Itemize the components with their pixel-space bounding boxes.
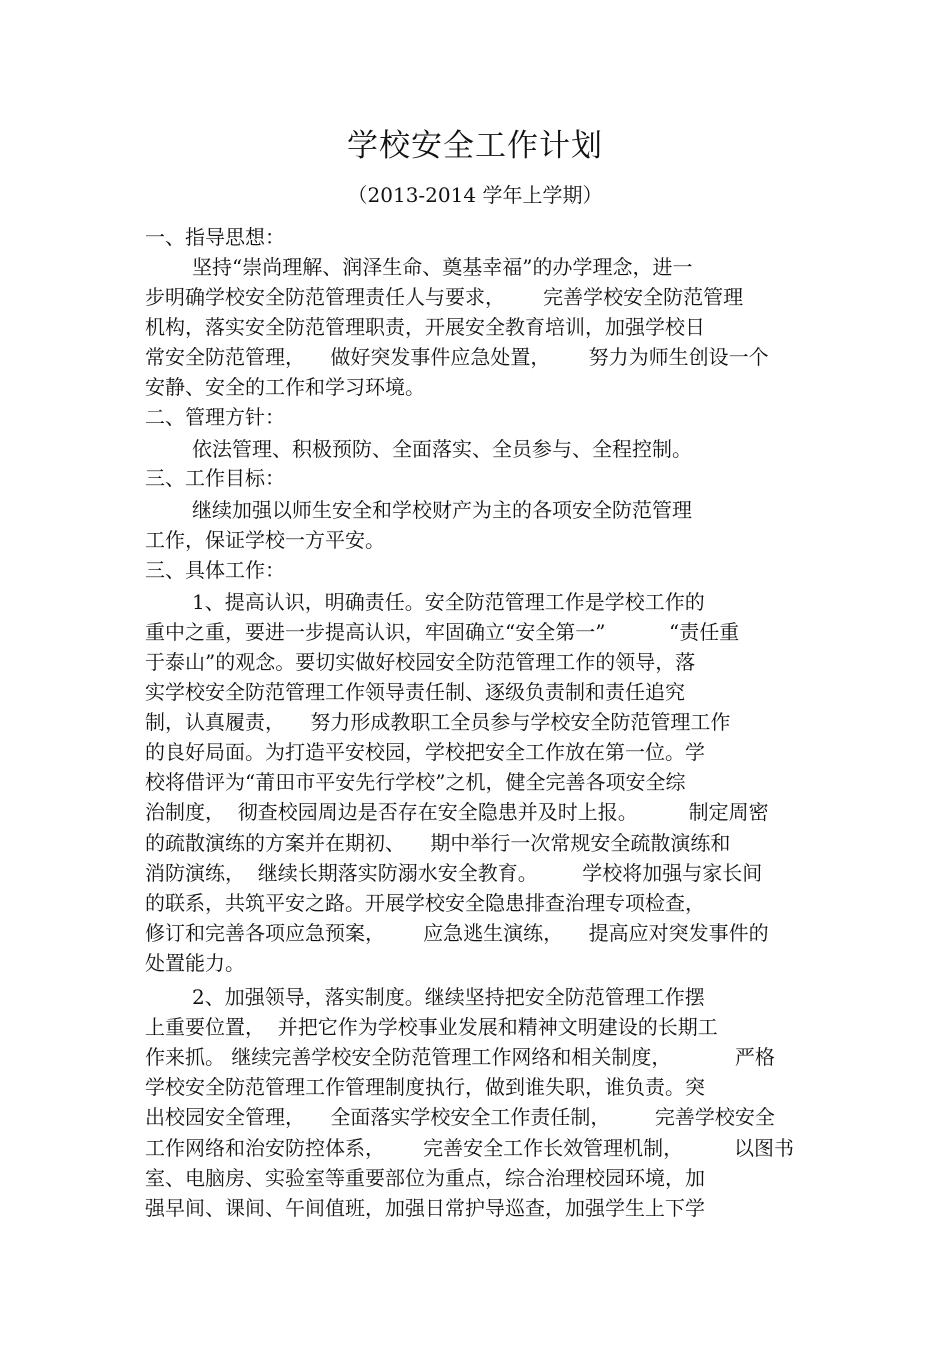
paragraph-line: 处置能力。 (145, 951, 245, 975)
paragraph-line: 依法管理、积极预防、全面落实、全员参与、全程控制。 (192, 437, 692, 461)
paragraph-line: 校将借评为“莆田市平安先行学校”之机，健全完善各项安全综 (145, 770, 686, 794)
section-heading: 二、管理方针： (145, 405, 285, 429)
paragraph-line: 重中之重，要进一步提高认识，牢固确立“安全第一” “责任重 (145, 620, 740, 644)
paragraph-line: 室、电脑房、实验室等重要部位为重点，综合治理校园环境，加 (145, 1166, 705, 1190)
paragraph-line: 机构，落实安全防范管理职责，开展安全教育培训，加强学校日 (145, 315, 705, 339)
section-heading: 三、工作目标： (145, 466, 285, 490)
paragraph-line: 常安全防范管理， 做好突发事件应急处置， 努力为师生创设一个 (145, 345, 769, 369)
paragraph-line: 的良好局面。为打造平安校园，学校把安全工作放在第一位。学 (145, 740, 705, 764)
paragraph-line: 2、加强领导，落实制度。继续坚持把安全防范管理工作摆 (192, 985, 705, 1009)
paragraph-line: 坚持“崇尚理解、润泽生命、奠基幸福”的办学理念，进一 (192, 255, 693, 279)
paragraph-line: 步明确学校安全防范管理责任人与要求， 完善学校安全防范管理 (145, 285, 744, 309)
paragraph-line: 学校安全防范管理工作管理制度执行，做到谁失职，谁负责。突 (145, 1075, 705, 1099)
paragraph-line: 1、提高认识，明确责任。安全防范管理工作是学校工作的 (192, 590, 705, 614)
paragraph-line: 于泰山”的观念。要切实做好校园安全防范管理工作的领导，落 (145, 650, 696, 674)
paragraph-line: 的疏散演练的方案并在期初、 期中举行一次常规安全疏散演练和 (145, 831, 731, 855)
paragraph-line: 修订和完善各项应急预案， 应急逃生演练， 提高应对突发事件的 (145, 921, 769, 945)
paragraph-line: 强早间、课间、午间值班，加强日常护导巡查，加强学生上下学 (145, 1196, 705, 1220)
page-subtitle: （2013-2014 学年上学期） (347, 183, 603, 207)
paragraph-line: 工作网络和治安防控体系， 完善安全工作长效管理机制， 以图书 (145, 1136, 795, 1160)
paragraph-line: 实学校安全防范管理工作领导责任制、逐级负责制和责任追究 (145, 680, 685, 704)
paragraph-line: 作来抓。 继续完善学校安全防范管理工作网络和相关制度， 严格 (145, 1045, 775, 1069)
paragraph-line: 的联系，共筑平安之路。开展学校安全隐患排查治理专项检查， (145, 891, 705, 915)
page-title: 学校安全工作计划 (347, 128, 603, 164)
paragraph-line: 工作，保证学校一方平安。 (145, 528, 385, 552)
paragraph-line: 出校园安全管理， 全面落实学校安全工作责任制， 完善学校安全 (145, 1105, 775, 1129)
paragraph-line: 制，认真履责， 努力形成教职工全员参与学校安全防范管理工作 (145, 710, 731, 734)
paragraph-line: 治制度， 彻查校园周边是否存在安全隐患并及时上报。 制定周密 (145, 800, 769, 824)
section-heading: 一、指导思想： (145, 225, 285, 249)
paragraph-line: 继续加强以师生安全和学校财产为主的各项安全防范管理 (192, 498, 692, 522)
section-heading: 三、具体工作： (145, 558, 285, 582)
paragraph-line: 上重要位置， 并把它作为学校事业发展和精神文明建设的长期工 (145, 1015, 718, 1039)
paragraph-line: 安静、安全的工作和学习环境。 (145, 375, 425, 399)
paragraph-line: 消防演练， 继续长期落实防溺水安全教育。 学校将加强与家长间 (145, 861, 763, 885)
